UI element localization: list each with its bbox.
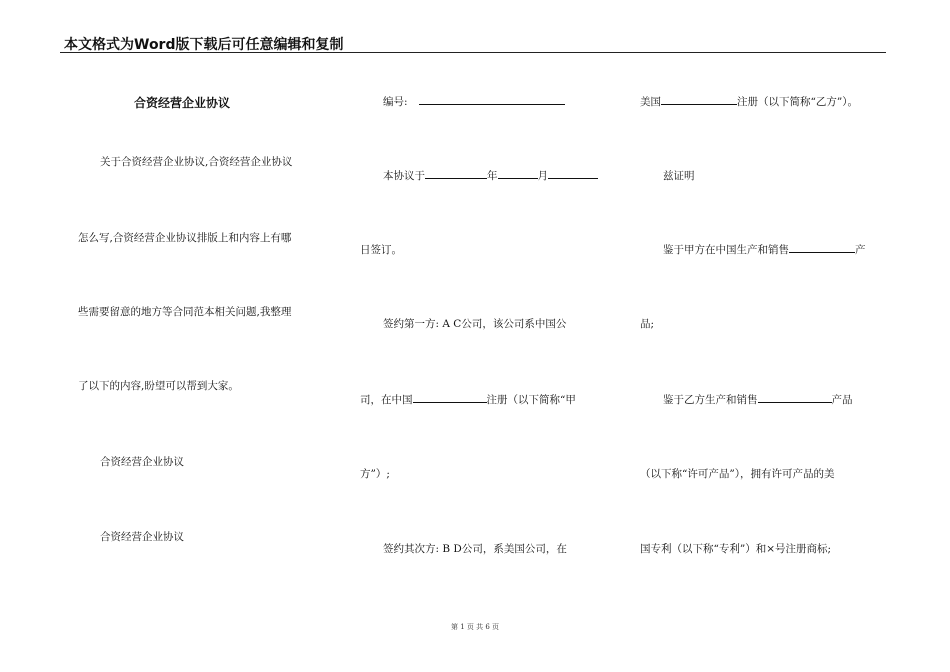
us-reg-blank — [661, 94, 737, 105]
intro-line-1: 关于合资经营企业协议,合资经营企业协议 — [100, 156, 293, 168]
whereas1-line — [663, 242, 866, 257]
date-year-label: 年 — [487, 170, 498, 182]
date-prefix: 本协议于 — [383, 170, 425, 182]
day-blank — [548, 168, 598, 179]
whereas1-b: 产 — [855, 244, 866, 256]
licensed-products-line: （以下称“许可产品”），拥有许可产品的美 — [640, 468, 835, 480]
page-footer: 第 1 页 共 6 页 — [450, 623, 500, 631]
date-month-label: 月 — [537, 170, 548, 182]
witness-line: 兹证明 — [663, 170, 695, 182]
party2-line: 签约其次方: B D公司，系美国公司，在 — [383, 543, 567, 555]
whereas2-a: 鉴于乙方生产和销售 — [663, 394, 758, 406]
party1-cont — [360, 392, 576, 407]
party1-line: 签约第一方: A C公司，该公司系中国公 — [383, 318, 567, 330]
intro-line-3: 些需要留意的地方等合同范本相关问题,我整理 — [78, 306, 292, 318]
intro-line-2: 怎么写,合资经营企业协议排版上和内容上有哪 — [78, 232, 292, 244]
heading-line-1: 合资经营企业协议 — [100, 456, 184, 468]
party1-reg-blank — [413, 392, 487, 403]
month-blank — [498, 168, 538, 179]
whereas1-end: 品; — [640, 318, 655, 330]
header-title: 本文格式为Word版下载后可任意编辑和复制 — [64, 37, 344, 53]
us-reg-a: 美国 — [640, 96, 661, 108]
year-blank — [425, 168, 487, 179]
party1-cont-b: 注册（以下简称“甲 — [486, 394, 576, 406]
whereas1-a: 鉴于甲方在中国生产和销售 — [663, 244, 789, 256]
contract-number — [383, 94, 565, 109]
number-blank — [419, 94, 565, 105]
date-line — [383, 168, 598, 183]
document-title: 合资经营企业协议 — [134, 96, 231, 110]
header-divider — [60, 52, 886, 53]
whereas1-blank — [789, 242, 855, 253]
patent-line: 国专利（以下称“专利”）和×号注册商标; — [640, 543, 832, 555]
whereas2-blank — [758, 392, 832, 403]
intro-line-4: 了以下的内容,盼望可以帮到大家。 — [78, 380, 239, 392]
us-registration-line — [640, 94, 858, 109]
date-suffix: 日签订。 — [360, 244, 402, 256]
whereas2-b: 产品 — [831, 394, 853, 406]
number-label: 编号: — [383, 96, 408, 108]
heading-line-2: 合资经营企业协议 — [100, 531, 184, 543]
us-reg-b: 注册（以下简称“乙方”）。 — [737, 96, 858, 108]
whereas2-line — [663, 392, 853, 407]
party1-cont-a: 司，在中国 — [360, 394, 413, 406]
party1-end: 方”）; — [360, 468, 390, 480]
